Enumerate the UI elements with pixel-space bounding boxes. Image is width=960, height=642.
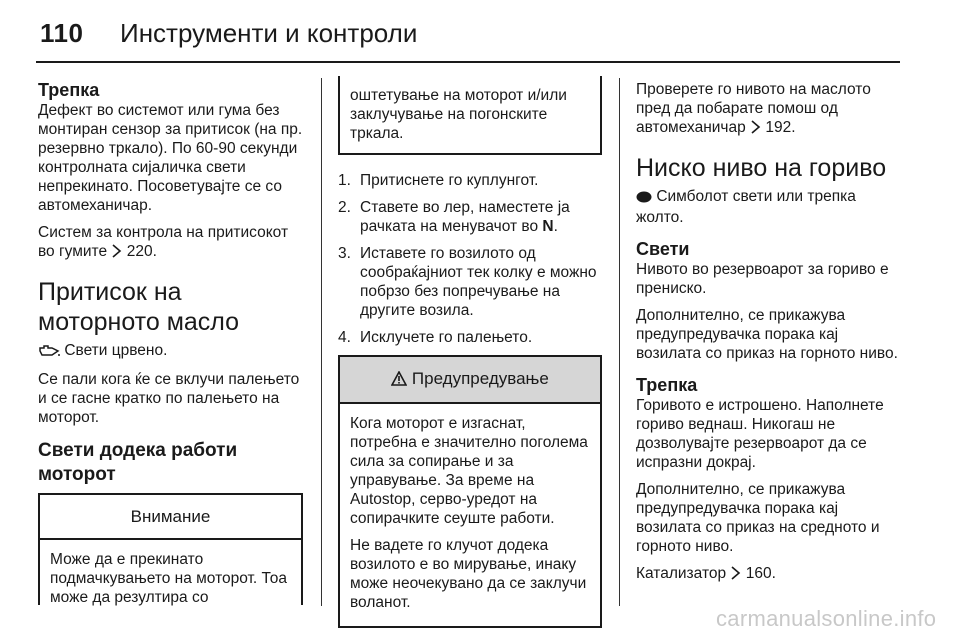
tpms-page-link[interactable]: 220.	[126, 243, 157, 260]
warning-header	[340, 357, 600, 404]
warning-box	[338, 355, 602, 628]
oil-can-icon	[38, 343, 60, 362]
fuel-lights-text: Симболот свети или трепка жолто.	[636, 188, 856, 226]
list-item: 2. Ставете во лер, наместете ја рачката на менувачот во N.	[338, 199, 570, 235]
catalyst-text: Катализатор	[636, 565, 727, 582]
catalyst-line	[636, 564, 906, 585]
warning-title: Предупредување	[411, 369, 549, 388]
caution-box-continued	[338, 76, 602, 155]
catalyst-page-link[interactable]: 160.	[745, 565, 776, 582]
warning-triangle-icon	[391, 371, 407, 390]
caution-box	[38, 493, 303, 605]
oil-pressure-heading: Притисок на моторното масло	[38, 278, 240, 336]
lights-heading: Свети	[636, 239, 690, 259]
page-header	[36, 18, 900, 58]
oil-text: Се пали кога ќе се вклучи палењето и се гасне кратко по палењето на моторот.	[38, 371, 300, 426]
warning-paragraph-1: Кога моторот е изгаснат, потребна е значително поголема сила за сопирање и за управување. За време на Autostop, серво-уредот на сопирачките сеуште работи.	[350, 415, 588, 527]
check-oil-text: Проверете го нивото на маслото пред да побарате помош од автомеханичар	[636, 81, 871, 136]
page-ref-arrow-icon	[111, 244, 122, 263]
column-divider-2	[619, 78, 620, 606]
oil-lights-text: Свети црвено.	[64, 342, 168, 359]
blink-heading: Трепка	[38, 80, 100, 100]
fuel-blink-paragraph-1: Горивото е истрошено. Наполнете гориво веднаш. Никогаш не дозволувајте резервоарот да се испразни докрај.	[636, 397, 884, 471]
tpms-text: Систем за контрола на притисокот во гумите	[38, 224, 289, 260]
tpms-reference	[38, 223, 306, 263]
fuel-blink-paragraph-2: Дополнително, се прикажува предупредувачка порака кај возилата со приказ на средното и горното ниво.	[636, 481, 880, 555]
caution-title: Внимание	[40, 495, 301, 540]
lights-paragraph-1: Нивото во резервоарот за гориво е прениско.	[636, 261, 889, 297]
column-2	[338, 76, 602, 628]
list-item: 3. Иставете го возилото од сообраќајниот тек колку е можно побрзо без попречување на другите возила.	[338, 245, 597, 319]
running-heading: Свети додека работи моторот	[38, 440, 238, 485]
lights-paragraph-2: Дополнително, се прикажува предупредувачка порака кај возилата со приказ на горното ниво.	[636, 307, 898, 362]
page-ref-arrow-icon	[750, 120, 761, 139]
fuel-heading: Ниско ниво на гориво	[636, 154, 887, 182]
watermark: carmanualsonline.info	[716, 606, 937, 631]
warning-body	[340, 404, 600, 626]
oil-page-link[interactable]: 192.	[765, 119, 796, 136]
check-oil-line	[636, 80, 906, 139]
list-item: 4. Исклучете го палењето.	[338, 329, 533, 346]
column-divider-1	[321, 78, 322, 606]
header-divider	[36, 61, 900, 63]
fuel-indicator-icon	[636, 189, 652, 208]
gear-neutral-label: N	[542, 218, 554, 235]
blink-text: Дефект во системот или гума без монтиран сензор за притисок (на пр. резервно тркало). По 60-90 секунди контролната сијаличка свети непрекинато. Посоветувајте се со автомеханичар.	[38, 102, 303, 214]
steps-list	[338, 171, 602, 347]
column-3	[636, 80, 906, 593]
caution-text: Може да е прекинато подмачкувањето на моторот. Тоа може да резултира со	[50, 551, 288, 606]
fuel-lights-line	[636, 187, 906, 227]
warning-paragraph-2: Не вадете го клучот додека возилото е во мирување, инаку може неочекувано да се заклучи воланот.	[350, 537, 587, 611]
page-title: Инструменти и контроли	[120, 18, 418, 48]
fuel-blink-heading: Трепка	[636, 375, 698, 395]
column-1	[38, 80, 306, 605]
page-number: 110	[40, 18, 84, 48]
page-ref-arrow-icon	[730, 566, 741, 585]
list-item: 1. Притиснете го куплунгот.	[338, 172, 539, 189]
oil-lights-line	[38, 341, 306, 362]
caution-continued-text: оштетување на моторот и/или заклучување на погонските тркала.	[350, 87, 567, 142]
